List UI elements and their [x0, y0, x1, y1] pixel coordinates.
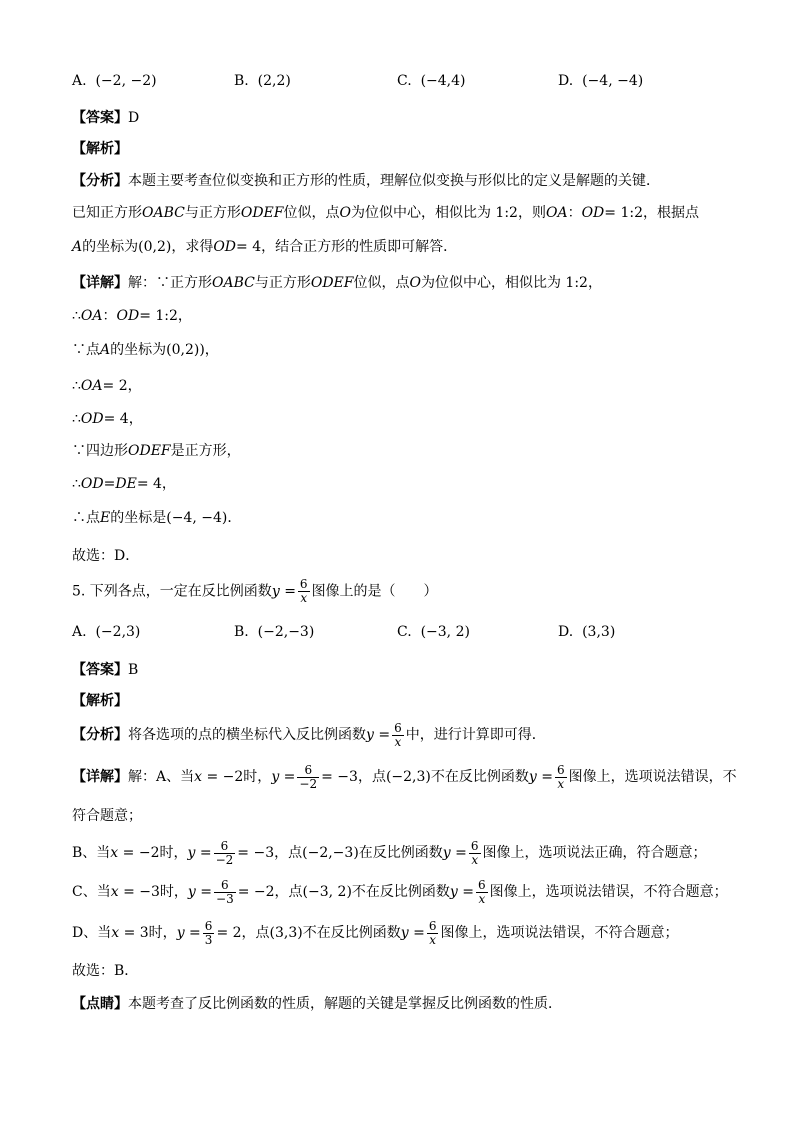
- q4-option-b: B. (2,2): [234, 73, 291, 89]
- q4-option-a: A. (−2, −2): [72, 73, 157, 89]
- q4-xiangjie-8: ∴点E的坐标是(−4, −4)．: [72, 510, 242, 526]
- q5-xiangjie-c: C、当x = −3时，y = $\frac{6}{-3}$ = −2，点(−3, 2)不在反比例函数y = $\frac{6}{x}$ 图像上，选项说法错误，不符合题意；: [72, 877, 728, 906]
- q4-xiangjie-5: ∴OD= 4，: [72, 411, 143, 427]
- q4-fenxi-line3: A的坐标为(0,2)，求得OD= 4，结合正方形的性质即可解答．: [72, 239, 458, 255]
- q5-option-c: C. (−3, 2): [397, 624, 470, 640]
- q4-choose: 故选：D．: [72, 548, 140, 564]
- q5-d-fraction-2: $\frac{6}{x}$: [428, 918, 437, 947]
- q5-dianjing: 【点睛】本题考查了反比例函数的性质，解题的关键是掌握反比例函数的性质．: [72, 996, 562, 1012]
- q5-option-d: D. (3,3): [558, 624, 616, 640]
- q5-stem-fraction: $\frac{6}{x}$: [299, 577, 308, 605]
- q5-answer: 【答案】B: [72, 662, 139, 678]
- q5-xiangjie-d: D、当x = 3时，y = $\frac{6}{3}$ = 2，点(3,3)不在反比例函数y = $\frac{6}{x}$ 图像上，选项说法错误，不符合题意；: [72, 918, 679, 947]
- q5-a-fraction-2: $\frac{6}{x}$: [556, 762, 565, 791]
- q4-xiangjie-1: 【详解】解：∵正方形OABC与正方形ODEF位似，点O为位似中心，相似比为 1:2，: [72, 275, 602, 291]
- q5-a-fraction: $\frac{6}{-2}$: [299, 762, 318, 791]
- q5-stem: 5. 下列各点，一定在反比例函数y = $\frac{6}{x}$ 图像上的是（ ）: [72, 577, 438, 605]
- q4-option-d: D. (−4, −4): [558, 73, 644, 89]
- q4-analysis-heading: 【解析】: [72, 141, 128, 157]
- q4-answer: 【答案】D: [72, 110, 140, 126]
- q4-xiangjie-2: ∴OA：OD= 1:2，: [72, 308, 192, 324]
- q5-b-fraction: $\frac{6}{-2}$: [215, 838, 234, 867]
- q5-xiangjie-a-cont: 符合题意；: [72, 808, 142, 824]
- q5-choose: 故选：B．: [72, 963, 139, 979]
- q4-xiangjie-6: ∵四边形ODEF是正方形，: [72, 443, 241, 459]
- q5-c-fraction-2: $\frac{6}{x}$: [478, 877, 486, 906]
- q4-xiangjie-3: ∵点A的坐标为(0,2))，: [72, 342, 219, 358]
- q5-fenxi-fraction: $\frac{6}{x}$: [394, 720, 402, 749]
- q5-options: [72, 621, 722, 645]
- q5-b-fraction-2: $\frac{6}{x}$: [470, 838, 479, 867]
- q5-xiangjie-a: 【详解】解：A、当x = −2时，y = $\frac{6}{-2}$ = −3，点(−2,3)不在反比例函数y = $\frac{6}{x}$ 图像上，选项说法错误，不: [72, 762, 737, 791]
- q4-fenxi: 【分析】本题主要考查位似变换和正方形的性质，理解位似变换与形似比的定义是解题的关键．: [72, 173, 660, 189]
- q5-analysis-heading: 【解析】: [72, 693, 128, 709]
- q4-fenxi-line2: 已知正方形OABC与正方形ODEF位似，点O为位似中心，相似比为 1:2，则OA：OD= 1:2，根据点: [72, 205, 699, 221]
- q5-c-fraction: $\frac{6}{-3}$: [216, 877, 234, 906]
- q4-xiangjie-4: ∴OA= 2，: [72, 378, 142, 394]
- q4-xiangjie-7: ∴OD=DE= 4，: [72, 476, 176, 492]
- q4-options: [72, 70, 722, 94]
- q5-d-fraction: $\frac{6}{3}$: [204, 918, 213, 947]
- q4-option-c: C. (−4,4): [397, 73, 466, 89]
- q5-xiangjie-b: B、当x = −2时，y = $\frac{6}{-2}$ = −3，点(−2,−3)在反比例函数y = $\frac{6}{x}$ 图像上，选项说法正确，符合题意；: [72, 838, 707, 867]
- q5-fenxi: 【分析】将各选项的点的横坐标代入反比例函数y = $\frac{6}{x}$ 中，进行计算即可得．: [72, 720, 546, 749]
- q5-option-a: A. (−2,3): [72, 624, 141, 640]
- q5-option-b: B. (−2,−3): [234, 624, 315, 640]
